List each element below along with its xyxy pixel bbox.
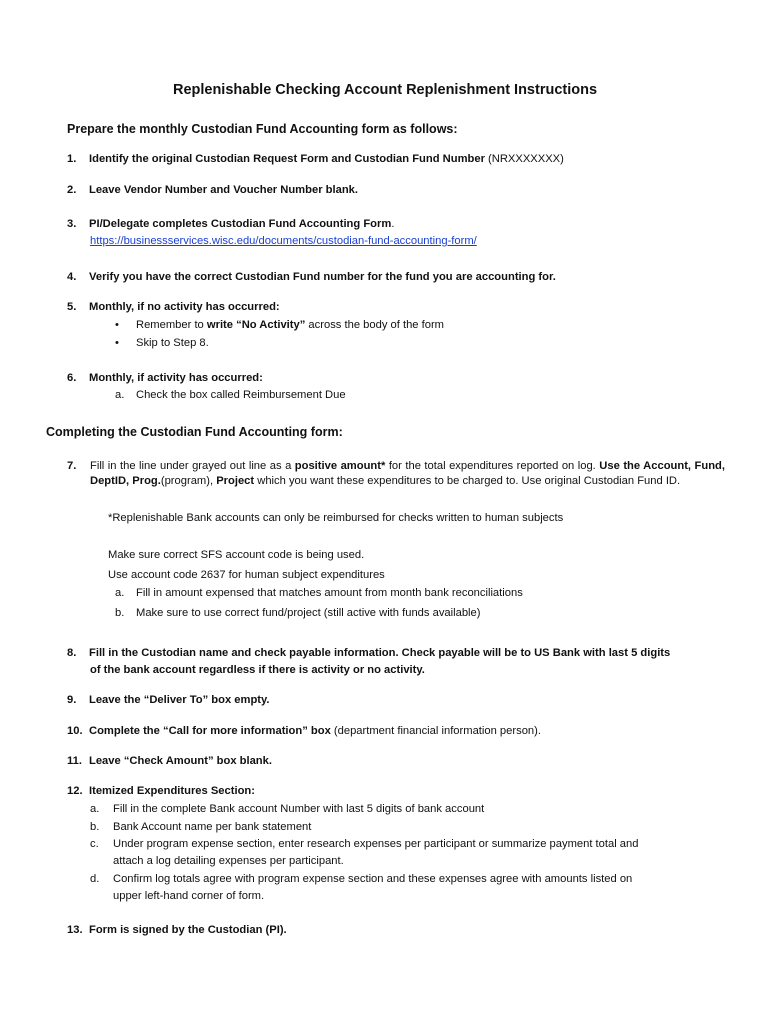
step-12: 12. Itemized Expenditures Section: [67, 785, 255, 797]
prepare-heading: Prepare the monthly Custodian Fund Accounting form as follows: [67, 122, 458, 136]
step-6: 6. Monthly, if activity has occurred: [67, 372, 263, 384]
step-12-item-c-line-2: attach a log detailing expenses per participant. [113, 855, 344, 867]
step-12-item-c: c. Under program expense section, enter research expenses per participant or summarize payment total and [90, 838, 639, 850]
step-5-bullet-2: • Skip to Step 8. [115, 337, 209, 349]
bullet-icon: • [115, 337, 119, 349]
step-12-item-b: b. Bank Account name per bank statement [90, 821, 312, 833]
step-2: 2. Leave Vendor Number and Voucher Number blank. [67, 184, 358, 196]
step-3: 3. PI/Delegate completes Custodian Fund Accounting Form. [67, 218, 395, 230]
step-7-sfs: Make sure correct SFS account code is being used. [108, 549, 365, 561]
custodian-form-link[interactable]: https://businessservices.wisc.edu/documents/custodian-fund-accounting-form/ [90, 235, 477, 247]
step-7-num: 7. [67, 460, 77, 472]
step-12-item-d: d. Confirm log totals agree with program expense section and these expenses agree with amounts listed on [90, 873, 633, 885]
step-12-item-d-line-2: upper left-hand corner of form. [113, 890, 265, 902]
step-5: 5. Monthly, if no activity has occurred: [67, 301, 280, 313]
completing-heading: Completing the Custodian Fund Accounting form: [46, 425, 343, 439]
step-6-item-a: a. Check the box called Reimbursement Due [115, 389, 346, 401]
step-7-item-b: b. Make sure to use correct fund/project (still active with funds available) [115, 607, 481, 619]
step-12-item-a: a. Fill in the complete Bank account Number with last 5 digits of bank account [90, 803, 485, 815]
step-1: 1. Identify the original Custodian Request Form and Custodian Fund Number (NRXXXXXXX) [67, 153, 564, 165]
page-title: Replenishable Checking Account Replenishment Instructions [172, 82, 598, 98]
step-8: 8. Fill in the Custodian name and check payable information. Check payable will be to US Bank with last 5 digits [67, 647, 671, 659]
step-5-bullet-1: • Remember to write “No Activity” across the body of the form [115, 319, 444, 331]
step-4: 4. Verify you have the correct Custodian Fund number for the fund you are accounting for. [67, 271, 556, 283]
step-9: 9. Leave the “Deliver To” box empty. [67, 694, 270, 706]
bullet-icon: • [115, 319, 119, 331]
step-8-line-2: of the bank account regardless if there is activity or no activity. [90, 664, 425, 676]
step-10: 10. Complete the “Call for more information” box (department financial information person). [67, 725, 541, 737]
step-7-paragraph: Fill in the line under grayed out line as a positive amount* for the total expenditures reported on log. Use the Account, Fund, DeptID, Prog.(program), Project which you want these expenditures to be charged to. Use original Custodian Fund ID. [90, 460, 725, 487]
step-7-note: *Replenishable Bank accounts can only be reimbursed for checks written to human subjects [108, 512, 564, 524]
step-7-code: Use account code 2637 for human subject expenditures [108, 569, 385, 581]
step-13: 13. Form is signed by the Custodian (PI). [67, 924, 287, 936]
step-7-item-a: a. Fill in amount expensed that matches amount from month bank reconciliations [115, 587, 523, 599]
step-11: 11. Leave “Check Amount” box blank. [67, 755, 272, 767]
